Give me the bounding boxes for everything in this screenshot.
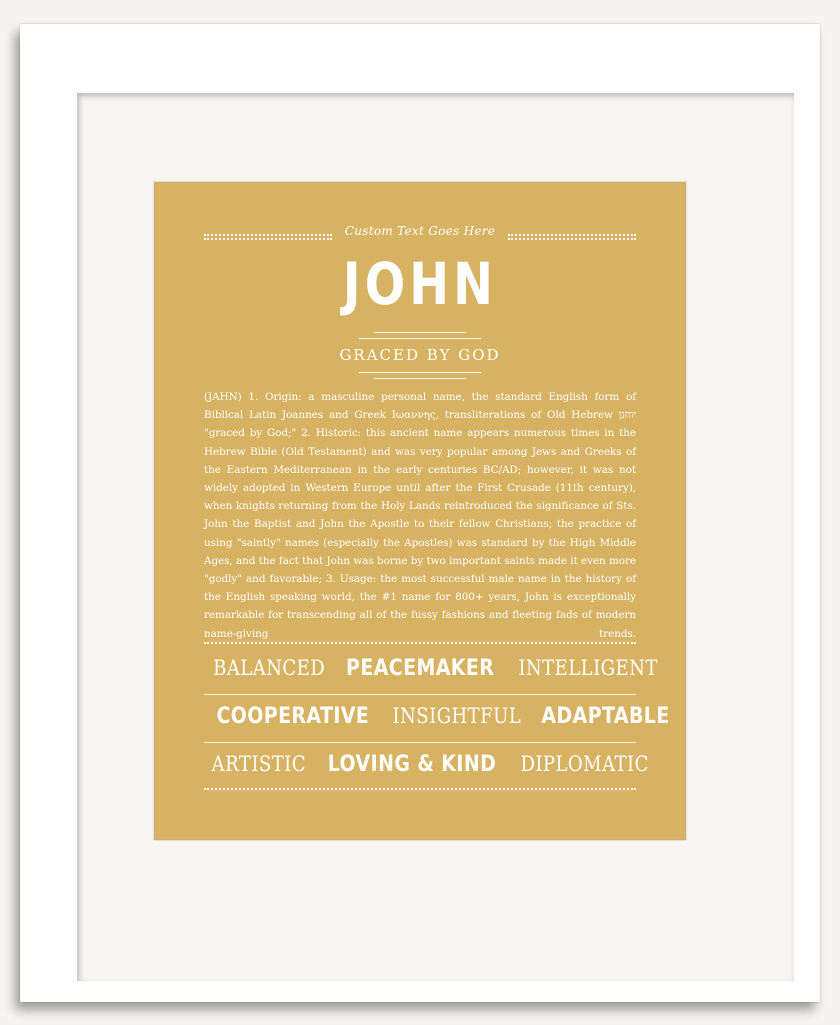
name-underline-2 bbox=[359, 338, 481, 339]
dotted-divider-left bbox=[204, 234, 332, 240]
trait-divider bbox=[204, 694, 636, 695]
trait-word: BALANCED bbox=[213, 656, 326, 680]
name-underline bbox=[374, 332, 466, 333]
trait-row-2 bbox=[204, 704, 671, 729]
trait-row-1 bbox=[204, 656, 658, 681]
trait-word: LOVING & KIND bbox=[327, 752, 496, 777]
name-print bbox=[154, 182, 686, 840]
trait-divider bbox=[204, 742, 636, 743]
trait-word: INSIGHTFUL bbox=[392, 704, 521, 728]
meaning-underline-2 bbox=[374, 378, 466, 379]
trait-word: COOPERATIVE bbox=[216, 704, 370, 729]
name-title: JOHN bbox=[342, 250, 498, 318]
traits-bottom-dots bbox=[204, 788, 636, 792]
trait-word: PEACEMAKER bbox=[346, 656, 495, 681]
trait-word: ARTISTIC bbox=[211, 752, 306, 776]
name-definition: (JAHN) 1. Origin: a masculine personal name, the standard English form of Biblical Latin Joannes and Greek Ιωαννης, transliterations of Old Hebrew יוחנן "graced by God;" 2. Historic: this ancient name appears numerous times in the Hebrew Bible (Old Testament) and was very popular among Jews and Greeks of the Eastern Mediterranean in the early centuries BC/AD; however, it was not widely adopted in Western Europe until after the First Crusade (11th century), when knights returning from the Holy Lands reintroduced the significance of Sts. John the Baptist and John the Apostle to their fellow Christians; the practice of using "saintly" names (especially the Apostles) was standard by the High Middle Ages, and the fact that John was borne by two important saints made it even more "godly" and favorable; 3. Usage: the most successful male name in the history of the English speaking world, the #1 name for 800+ years, John is exceptionally remarkable for transcending all of the fussy fashions and fleeting fads of modern name-giving trends. bbox=[204, 391, 636, 640]
meaning-underline bbox=[359, 372, 481, 373]
custom-text: Custom Text Goes Here bbox=[344, 224, 496, 238]
trait-word: ADAPTABLE bbox=[541, 704, 671, 729]
traits-top-dots bbox=[204, 642, 636, 646]
trait-row-3 bbox=[204, 752, 649, 777]
name-meaning: GRACED BY GOD bbox=[339, 346, 501, 364]
trait-word: DIPLOMATIC bbox=[520, 752, 649, 776]
trait-word: INTELLIGENT bbox=[517, 656, 658, 680]
dotted-divider-right bbox=[508, 234, 636, 240]
